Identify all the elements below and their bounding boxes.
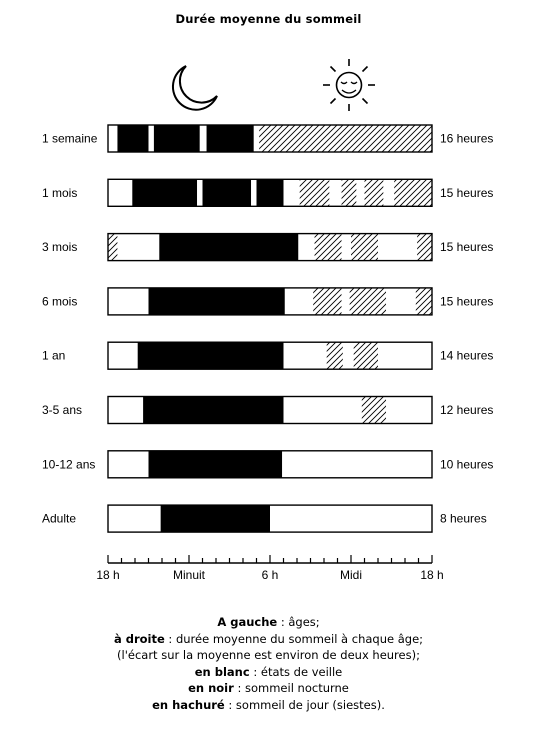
segment-day — [300, 179, 330, 206]
row-hours-label: 15 heures — [440, 240, 494, 255]
caption-left-key: A gauche — [217, 615, 278, 629]
segment-day — [350, 288, 386, 315]
segment-awake — [251, 179, 256, 206]
axis-tick-label: 18 h — [96, 568, 120, 582]
segment-day — [327, 342, 343, 369]
row-hours-label: 15 heures — [440, 185, 494, 200]
segment-day — [365, 179, 384, 206]
segment-awake — [200, 125, 207, 152]
row-age-label: 1 an — [42, 348, 66, 363]
moon-icon — [173, 66, 217, 110]
timeline-row — [42, 125, 493, 152]
segment-night — [154, 125, 200, 152]
legend-caption — [0, 614, 537, 713]
segment-day — [351, 234, 378, 261]
segment-awake — [285, 288, 313, 315]
axis-tick-label: 6 h — [261, 568, 279, 582]
caption-right-text: : durée moyenne du sommeil à chaque âge; — [164, 631, 424, 646]
segment-night — [203, 179, 252, 206]
segment-awake — [108, 288, 149, 315]
row-age-label: 6 mois — [42, 294, 78, 309]
segment-awake — [386, 397, 432, 424]
segment-awake — [108, 505, 161, 532]
row-age-label: 1 mois — [42, 185, 78, 200]
segment-day — [362, 397, 386, 424]
caption-black-text: : sommeil nocturne — [233, 681, 349, 695]
segment-awake — [117, 234, 159, 261]
segment-awake — [343, 342, 354, 369]
sun-icon — [323, 59, 375, 111]
segment-awake — [378, 342, 432, 369]
segment-awake — [108, 179, 132, 206]
caption-hatched-key: en hachuré — [152, 697, 225, 712]
segment-awake — [108, 397, 143, 424]
caption-right-key: à droite — [113, 631, 165, 646]
segment-night — [207, 125, 254, 152]
row-age-label: Adulte — [42, 511, 77, 526]
segment-day — [417, 234, 432, 261]
timeline-row — [42, 397, 493, 424]
caption-line-white — [0, 664, 537, 681]
caption-line-black — [0, 680, 537, 697]
timeline-row — [42, 234, 493, 261]
segment-night — [161, 505, 270, 532]
caption-line-right — [0, 631, 537, 648]
caption-line-left — [0, 614, 537, 631]
segment-awake — [342, 234, 351, 261]
segment-awake — [108, 125, 117, 152]
segment-awake — [284, 179, 300, 206]
timeline-row — [42, 505, 487, 532]
segment-day — [259, 125, 432, 152]
segment-awake — [383, 179, 394, 206]
segment-awake — [284, 342, 327, 369]
segment-awake — [378, 234, 417, 261]
row-hours-label: 15 heures — [440, 294, 494, 309]
segment-awake — [254, 125, 259, 152]
caption-line-note — [0, 647, 537, 664]
row-age-label: 1 semaine — [42, 131, 98, 146]
segment-awake — [108, 451, 149, 478]
time-axis — [96, 555, 443, 582]
segment-night — [149, 288, 285, 315]
segment-day — [315, 234, 342, 261]
segment-day — [342, 179, 357, 206]
segment-awake — [284, 397, 362, 424]
row-age-label: 10-12 ans — [42, 457, 96, 472]
segment-night — [159, 234, 298, 261]
segment-awake — [197, 179, 202, 206]
segment-night — [132, 179, 197, 206]
axis-tick-label: 18 h — [420, 568, 444, 582]
segment-night — [143, 397, 283, 424]
segment-awake — [356, 179, 364, 206]
row-hours-label: 16 heures — [440, 131, 494, 146]
caption-note-text: (l'écart sur la moyenne est environ de deux heures); — [117, 648, 420, 662]
segment-awake — [149, 125, 154, 152]
caption-white-key: en blanc — [194, 664, 250, 679]
segment-night — [149, 451, 283, 478]
axis-tick-label: Midi — [339, 568, 363, 582]
row-hours-label: 8 heures — [440, 511, 487, 526]
row-hours-label: 10 heures — [440, 457, 494, 472]
segment-awake — [329, 179, 341, 206]
caption-hatched-text: : sommeil de jour (siestes). — [224, 697, 385, 712]
segment-night — [117, 125, 148, 152]
timeline-row — [42, 288, 493, 315]
segment-day — [108, 234, 117, 261]
timeline-row — [42, 342, 493, 369]
timeline-row — [42, 179, 493, 206]
segment-awake — [386, 288, 416, 315]
segment-night — [138, 342, 284, 369]
caption-black-key: en noir — [188, 681, 234, 695]
segment-awake — [108, 342, 138, 369]
caption-left-text: : âges; — [277, 615, 320, 629]
row-hours-label: 12 heures — [440, 403, 494, 417]
segment-night — [257, 179, 284, 206]
segment-day — [313, 288, 341, 315]
row-hours-label: 14 heures — [440, 348, 494, 363]
segment-day — [354, 342, 378, 369]
caption-white-text: : états de veille — [249, 664, 343, 679]
axis-tick-label: Minuit — [172, 568, 206, 582]
page-title: Durée moyenne du sommeil — [175, 12, 362, 26]
caption-line-hatched — [0, 697, 537, 714]
segment-awake — [282, 451, 432, 478]
segment-day — [394, 179, 432, 206]
timeline-row — [42, 451, 493, 478]
segment-awake — [342, 288, 350, 315]
row-age-label: 3-5 ans — [42, 403, 83, 417]
segment-day — [416, 288, 432, 315]
segment-awake — [270, 505, 432, 532]
timeline-rows — [42, 125, 493, 532]
segment-awake — [298, 234, 314, 261]
row-age-label: 3 mois — [42, 240, 78, 255]
